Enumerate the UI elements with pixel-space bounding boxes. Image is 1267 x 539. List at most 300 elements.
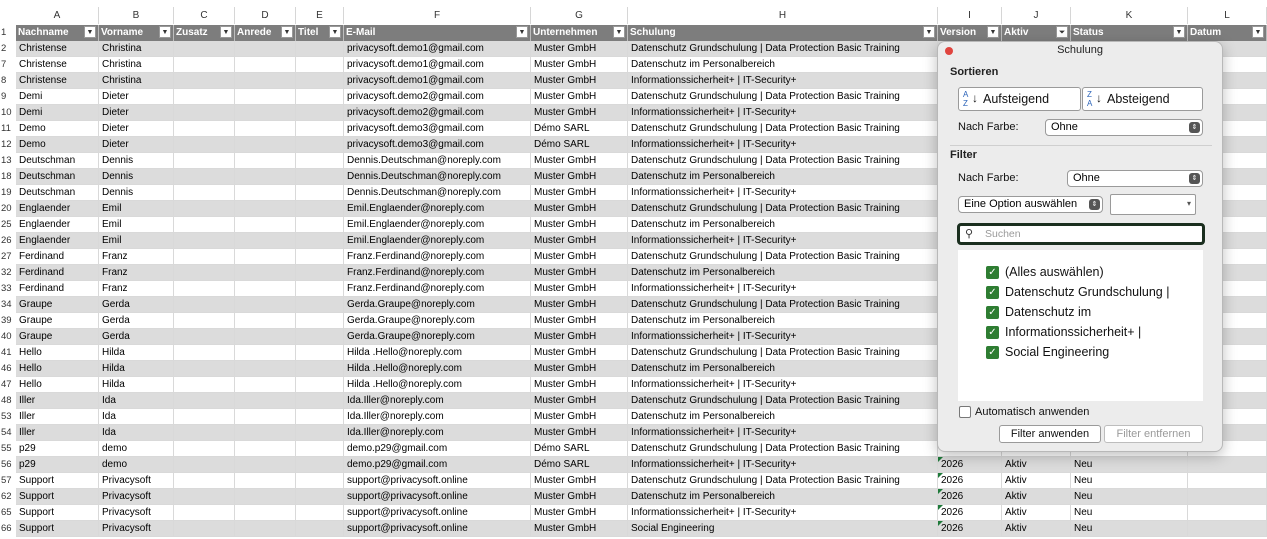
table-cell[interactable] <box>174 233 235 249</box>
table-cell[interactable]: privacysoft.demo1@gmail.com <box>344 57 531 73</box>
table-cell[interactable] <box>235 361 296 377</box>
row-number[interactable]: 2 <box>1 43 7 54</box>
table-cell[interactable]: Datenschutz Grundschulung | Data Protection Basic Training <box>628 41 938 57</box>
table-cell[interactable]: Muster GmbH <box>531 73 628 89</box>
table-cell[interactable]: Dieter <box>99 137 174 153</box>
table-cell[interactable] <box>235 41 296 57</box>
select-all-corner[interactable] <box>0 7 16 24</box>
row-number[interactable]: 18 <box>1 171 12 182</box>
table-cell[interactable]: Ferdinand <box>16 249 99 265</box>
table-cell[interactable]: Ferdinand <box>16 281 99 297</box>
row-number[interactable]: 10 <box>1 107 12 118</box>
table-cell[interactable]: Gerda <box>99 329 174 345</box>
table-cell[interactable] <box>1188 473 1267 489</box>
row-number[interactable]: 39 <box>1 315 12 326</box>
table-cell[interactable] <box>235 329 296 345</box>
table-cell[interactable] <box>1188 521 1267 537</box>
row-number[interactable]: 62 <box>1 491 12 502</box>
table-cell[interactable]: Hello <box>16 345 99 361</box>
table-cell[interactable]: Hilda <box>99 345 174 361</box>
table-cell[interactable]: 2026 <box>938 505 1002 521</box>
table-cell[interactable]: Neu <box>1071 473 1188 489</box>
table-cell[interactable]: Informationssicherheit+ | IT-Security+ <box>628 457 938 473</box>
table-cell[interactable]: Hilda .Hello@noreply.com <box>344 377 531 393</box>
table-cell[interactable]: Muster GmbH <box>531 201 628 217</box>
table-cell[interactable] <box>174 185 235 201</box>
table-cell[interactable]: Aktiv <box>1002 505 1071 521</box>
table-cell[interactable] <box>235 249 296 265</box>
row-number[interactable]: 27 <box>1 251 12 262</box>
table-cell[interactable] <box>296 521 344 537</box>
table-cell[interactable] <box>235 313 296 329</box>
table-cell[interactable] <box>296 377 344 393</box>
table-cell[interactable] <box>296 329 344 345</box>
table-cell[interactable]: Demo <box>16 137 99 153</box>
table-cell[interactable]: Graupe <box>16 313 99 329</box>
table-cell[interactable]: Dennis.Deutschman@noreply.com <box>344 169 531 185</box>
table-cell[interactable]: Ida <box>99 409 174 425</box>
table-cell[interactable]: Aktiv <box>1002 521 1071 537</box>
table-cell[interactable]: Privacysoft <box>99 521 174 537</box>
table-cell[interactable]: Muster GmbH <box>531 425 628 441</box>
table-cell[interactable] <box>296 409 344 425</box>
table-cell[interactable]: Hilda .Hello@noreply.com <box>344 345 531 361</box>
row-number[interactable]: 19 <box>1 187 12 198</box>
table-cell[interactable] <box>235 217 296 233</box>
table-cell[interactable]: Neu <box>1071 489 1188 505</box>
table-cell[interactable]: privacysoft.demo2@gmail.com <box>344 105 531 121</box>
table-cell[interactable]: Dieter <box>99 89 174 105</box>
filter-value-combobox[interactable] <box>1110 194 1196 215</box>
column-header-l[interactable]: L <box>1188 7 1267 24</box>
table-cell[interactable]: Datenschutz Grundschulung | Data Protection Basic Training <box>628 297 938 313</box>
table-cell[interactable]: 2026 <box>938 521 1002 537</box>
table-cell[interactable]: Dennis <box>99 185 174 201</box>
table-cell[interactable] <box>174 249 235 265</box>
table-cell[interactable] <box>296 57 344 73</box>
table-cell[interactable]: 2026 <box>938 489 1002 505</box>
row-number[interactable]: 41 <box>1 347 12 358</box>
table-cell[interactable]: Englaender <box>16 233 99 249</box>
table-cell[interactable]: Datenschutz Grundschulung | Data Protection Basic Training <box>628 201 938 217</box>
table-cell[interactable] <box>174 473 235 489</box>
checkbox-checked[interactable]: ✓ <box>986 266 999 279</box>
table-cell[interactable]: Dieter <box>99 105 174 121</box>
table-cell[interactable] <box>296 473 344 489</box>
table-cell[interactable] <box>174 377 235 393</box>
table-cell[interactable]: Englaender <box>16 217 99 233</box>
search-input[interactable] <box>957 223 1205 245</box>
table-cell[interactable] <box>174 153 235 169</box>
table-cell[interactable]: Datenschutz Grundschulung | Data Protection Basic Training <box>628 393 938 409</box>
auto-apply-checkbox[interactable] <box>959 406 971 418</box>
table-cell[interactable]: Aktiv <box>1002 473 1071 489</box>
table-cell[interactable]: Hello <box>16 361 99 377</box>
sort-descending-button[interactable] <box>1082 87 1203 111</box>
row-number[interactable]: 1 <box>1 27 7 38</box>
table-cell[interactable]: Muster GmbH <box>531 505 628 521</box>
table-cell[interactable] <box>174 505 235 521</box>
table-cell[interactable]: support@privacysoft.online <box>344 521 531 537</box>
table-cell[interactable]: Muster GmbH <box>531 361 628 377</box>
table-cell[interactable]: Datenschutz im Personalbereich <box>628 169 938 185</box>
table-cell[interactable] <box>174 345 235 361</box>
table-cell[interactable] <box>296 217 344 233</box>
filter-dropdown-icon[interactable]: ▼ <box>987 26 999 38</box>
filter-dropdown-icon[interactable]: ▼ <box>329 26 341 38</box>
table-cell[interactable]: Informationssicherheit+ | IT-Security+ <box>628 233 938 249</box>
row-number[interactable]: 54 <box>1 427 12 438</box>
table-cell[interactable] <box>235 89 296 105</box>
checkbox-checked[interactable]: ✓ <box>986 326 999 339</box>
column-header-b[interactable]: B <box>99 7 174 24</box>
column-header-f[interactable]: F <box>344 7 531 24</box>
table-cell[interactable]: Christense <box>16 73 99 89</box>
table-cell[interactable]: Hilda .Hello@noreply.com <box>344 361 531 377</box>
table-cell[interactable] <box>296 345 344 361</box>
table-cell[interactable]: Deutschman <box>16 153 99 169</box>
table-cell[interactable]: Gerda <box>99 297 174 313</box>
column-header-j[interactable]: J <box>1002 7 1071 24</box>
table-cell[interactable]: Deutschman <box>16 185 99 201</box>
table-cell[interactable]: Informationssicherheit+ | IT-Security+ <box>628 185 938 201</box>
table-cell[interactable]: 2026 <box>938 473 1002 489</box>
table-cell[interactable]: Graupe <box>16 329 99 345</box>
table-cell[interactable] <box>296 73 344 89</box>
table-cell[interactable]: Informationssicherheit+ | IT-Security+ <box>628 329 938 345</box>
table-cell[interactable]: Demi <box>16 89 99 105</box>
table-cell[interactable] <box>174 201 235 217</box>
table-cell[interactable]: Privacysoft <box>99 473 174 489</box>
table-cell[interactable]: Ida <box>99 393 174 409</box>
table-cell[interactable]: Gerda.Graupe@noreply.com <box>344 313 531 329</box>
table-cell[interactable]: Datenschutz im Personalbereich <box>628 489 938 505</box>
table-cell[interactable] <box>1188 489 1267 505</box>
row-number[interactable]: 65 <box>1 507 12 518</box>
table-cell[interactable]: support@privacysoft.online <box>344 473 531 489</box>
table-cell[interactable] <box>174 457 235 473</box>
column-header-i[interactable]: I <box>938 7 1002 24</box>
table-cell[interactable]: Muster GmbH <box>531 393 628 409</box>
table-cell[interactable]: Muster GmbH <box>531 153 628 169</box>
table-cell[interactable] <box>296 281 344 297</box>
table-cell[interactable] <box>235 281 296 297</box>
table-cell[interactable]: Franz <box>99 265 174 281</box>
table-cell[interactable]: privacysoft.demo1@gmail.com <box>344 73 531 89</box>
table-cell[interactable] <box>1188 457 1267 473</box>
row-number[interactable]: 8 <box>1 75 7 86</box>
table-cell[interactable]: Social Engineering <box>628 521 938 537</box>
table-cell[interactable]: Datenschutz im Personalbereich <box>628 217 938 233</box>
row-number[interactable]: 46 <box>1 363 12 374</box>
table-cell[interactable] <box>235 105 296 121</box>
table-cell[interactable]: Informationssicherheit+ | IT-Security+ <box>628 377 938 393</box>
table-cell[interactable]: Datenschutz Grundschulung | Data Protection Basic Training <box>628 249 938 265</box>
table-cell[interactable] <box>174 57 235 73</box>
table-cell[interactable]: Muster GmbH <box>531 265 628 281</box>
table-cell[interactable]: Privacysoft <box>99 505 174 521</box>
table-cell[interactable]: Datenschutz im Personalbereich <box>628 57 938 73</box>
table-cell[interactable] <box>235 457 296 473</box>
filter-dropdown-icon[interactable]: ▼ <box>281 26 293 38</box>
table-cell[interactable]: p29 <box>16 441 99 457</box>
table-cell[interactable] <box>174 89 235 105</box>
column-header-g[interactable]: G <box>531 7 628 24</box>
table-cell[interactable] <box>296 313 344 329</box>
checkbox-checked[interactable]: ✓ <box>986 306 999 319</box>
table-cell[interactable] <box>174 137 235 153</box>
table-cell[interactable]: demo <box>99 457 174 473</box>
table-cell[interactable]: Aktiv <box>1002 489 1071 505</box>
table-cell[interactable]: support@privacysoft.online <box>344 505 531 521</box>
table-cell[interactable]: Dieter <box>99 121 174 137</box>
row-number[interactable]: 33 <box>1 283 12 294</box>
table-cell[interactable]: Muster GmbH <box>531 281 628 297</box>
table-cell[interactable] <box>235 393 296 409</box>
table-cell[interactable]: Support <box>16 521 99 537</box>
table-cell[interactable]: Hilda <box>99 377 174 393</box>
row-number[interactable]: 53 <box>1 411 12 422</box>
table-cell[interactable]: Informationssicherheit+ | IT-Security+ <box>628 105 938 121</box>
row-number[interactable]: 26 <box>1 235 12 246</box>
table-cell[interactable]: Dennis.Deutschman@noreply.com <box>344 185 531 201</box>
table-cell[interactable]: Muster GmbH <box>531 217 628 233</box>
table-cell[interactable]: Gerda.Graupe@noreply.com <box>344 297 531 313</box>
table-cell[interactable]: Emil <box>99 201 174 217</box>
table-cell[interactable]: Gerda <box>99 313 174 329</box>
table-cell[interactable]: Muster GmbH <box>531 345 628 361</box>
table-cell[interactable]: Muster GmbH <box>531 473 628 489</box>
table-cell[interactable]: Christina <box>99 41 174 57</box>
row-number[interactable]: 55 <box>1 443 12 454</box>
table-cell[interactable]: Datenschutz Grundschulung | Data Protection Basic Training <box>628 345 938 361</box>
table-cell[interactable] <box>235 57 296 73</box>
table-cell[interactable]: Muster GmbH <box>531 329 628 345</box>
table-cell[interactable]: Muster GmbH <box>531 249 628 265</box>
table-cell[interactable]: Franz <box>99 249 174 265</box>
column-header-a[interactable]: A <box>16 7 99 24</box>
table-cell[interactable] <box>174 265 235 281</box>
table-cell[interactable]: Privacysoft <box>99 489 174 505</box>
table-cell[interactable] <box>235 201 296 217</box>
table-cell[interactable]: Démo SARL <box>531 441 628 457</box>
table-cell[interactable]: Datenschutz im Personalbereich <box>628 409 938 425</box>
table-cell[interactable]: Muster GmbH <box>531 57 628 73</box>
filter-dropdown-icon[interactable]: ▼ <box>1252 26 1264 38</box>
row-number[interactable]: 32 <box>1 267 12 278</box>
row-number[interactable]: 7 <box>1 59 7 70</box>
table-cell[interactable] <box>296 121 344 137</box>
table-cell[interactable]: Muster GmbH <box>531 169 628 185</box>
column-header-d[interactable]: D <box>235 7 296 24</box>
table-cell[interactable]: Neu <box>1071 457 1188 473</box>
table-cell[interactable]: Muster GmbH <box>531 233 628 249</box>
table-cell[interactable]: support@privacysoft.online <box>344 489 531 505</box>
table-cell[interactable]: Dennis.Deutschman@noreply.com <box>344 153 531 169</box>
checkbox-checked[interactable]: ✓ <box>986 346 999 359</box>
row-number[interactable]: 25 <box>1 219 12 230</box>
row-number[interactable]: 12 <box>1 139 12 150</box>
table-cell[interactable] <box>296 361 344 377</box>
sort-color-select[interactable] <box>1045 119 1203 136</box>
row-number[interactable]: 34 <box>1 299 12 310</box>
column-header-h[interactable]: H <box>628 7 938 24</box>
table-cell[interactable] <box>174 393 235 409</box>
table-cell[interactable]: Englaender <box>16 201 99 217</box>
table-cell[interactable] <box>235 137 296 153</box>
table-cell[interactable]: Support <box>16 473 99 489</box>
table-cell[interactable] <box>296 457 344 473</box>
table-cell[interactable] <box>296 185 344 201</box>
table-cell[interactable] <box>296 105 344 121</box>
table-cell[interactable]: Franz.Ferdinand@noreply.com <box>344 281 531 297</box>
table-cell[interactable]: Christina <box>99 73 174 89</box>
sort-ascending-button[interactable] <box>958 87 1081 111</box>
table-cell[interactable]: Iller <box>16 393 99 409</box>
table-cell[interactable] <box>296 201 344 217</box>
table-cell[interactable] <box>235 265 296 281</box>
table-cell[interactable]: Muster GmbH <box>531 105 628 121</box>
row-number[interactable]: 40 <box>1 331 12 342</box>
table-cell[interactable]: Informationssicherheit+ | IT-Security+ <box>628 137 938 153</box>
table-cell[interactable] <box>235 121 296 137</box>
table-cell[interactable] <box>235 153 296 169</box>
table-cell[interactable]: Ida.Iller@noreply.com <box>344 425 531 441</box>
table-cell[interactable]: privacysoft.demo3@gmail.com <box>344 137 531 153</box>
table-cell[interactable] <box>235 505 296 521</box>
table-cell[interactable]: privacysoft.demo2@gmail.com <box>344 89 531 105</box>
table-cell[interactable] <box>174 329 235 345</box>
table-cell[interactable]: 2026 <box>938 457 1002 473</box>
table-cell[interactable] <box>296 297 344 313</box>
table-cell[interactable]: Muster GmbH <box>531 297 628 313</box>
table-cell[interactable] <box>174 217 235 233</box>
row-number[interactable]: 11 <box>1 123 11 134</box>
table-cell[interactable]: Dennis <box>99 169 174 185</box>
table-cell[interactable] <box>296 425 344 441</box>
filter-dropdown-icon[interactable]: ▼ <box>923 26 935 38</box>
table-cell[interactable] <box>174 105 235 121</box>
column-header-e[interactable]: E <box>296 7 344 24</box>
row-number[interactable]: 47 <box>1 379 12 390</box>
checkbox-checked[interactable]: ✓ <box>986 286 999 299</box>
row-number[interactable]: 56 <box>1 459 12 470</box>
table-cell[interactable]: Christense <box>16 41 99 57</box>
row-number[interactable]: 20 <box>1 203 12 214</box>
table-cell[interactable] <box>235 233 296 249</box>
table-cell[interactable]: Demo <box>16 121 99 137</box>
table-cell[interactable]: Support <box>16 489 99 505</box>
table-cell[interactable] <box>174 313 235 329</box>
table-cell[interactable]: Muster GmbH <box>531 521 628 537</box>
row-number[interactable]: 57 <box>1 475 12 486</box>
table-cell[interactable] <box>296 249 344 265</box>
table-cell[interactable]: Datenschutz Grundschulung | Data Protection Basic Training <box>628 441 938 457</box>
table-cell[interactable] <box>296 489 344 505</box>
table-cell[interactable]: Informationssicherheit+ | IT-Security+ <box>628 425 938 441</box>
table-cell[interactable]: Franz.Ferdinand@noreply.com <box>344 249 531 265</box>
table-cell[interactable]: Datenschutz Grundschulung | Data Protection Basic Training <box>628 121 938 137</box>
table-cell[interactable] <box>235 185 296 201</box>
table-cell[interactable] <box>174 297 235 313</box>
table-cell[interactable]: Iller <box>16 409 99 425</box>
row-number[interactable]: 48 <box>1 395 12 406</box>
table-cell[interactable]: Muster GmbH <box>531 185 628 201</box>
table-cell[interactable] <box>235 409 296 425</box>
table-cell[interactable]: Emil <box>99 233 174 249</box>
table-cell[interactable]: Demi <box>16 105 99 121</box>
table-cell[interactable] <box>296 89 344 105</box>
table-cell[interactable]: privacysoft.demo3@gmail.com <box>344 121 531 137</box>
table-cell[interactable]: Emil <box>99 217 174 233</box>
table-cell[interactable]: Christense <box>16 57 99 73</box>
table-cell[interactable]: Datenschutz im Personalbereich <box>628 313 938 329</box>
table-cell[interactable]: Ida.Iller@noreply.com <box>344 393 531 409</box>
filter-active-icon[interactable]: ⏷ <box>1056 26 1068 38</box>
table-cell[interactable] <box>235 345 296 361</box>
table-cell[interactable] <box>296 505 344 521</box>
table-cell[interactable] <box>235 473 296 489</box>
table-cell[interactable]: Muster GmbH <box>531 409 628 425</box>
table-cell[interactable]: Hilda <box>99 361 174 377</box>
remove-filter-button[interactable]: Filter entfernen <box>1104 425 1203 443</box>
table-cell[interactable]: Ferdinand <box>16 265 99 281</box>
table-cell[interactable]: Démo SARL <box>531 121 628 137</box>
filter-dropdown-icon[interactable]: ▼ <box>516 26 528 38</box>
table-cell[interactable]: Gerda.Graupe@noreply.com <box>344 329 531 345</box>
table-cell[interactable]: Neu <box>1071 521 1188 537</box>
table-cell[interactable] <box>174 489 235 505</box>
filter-dropdown-icon[interactable]: ▼ <box>220 26 232 38</box>
table-cell[interactable] <box>174 521 235 537</box>
table-cell[interactable] <box>235 169 296 185</box>
table-cell[interactable]: Support <box>16 505 99 521</box>
table-cell[interactable]: Démo SARL <box>531 137 628 153</box>
table-cell[interactable]: demo.p29@gmail.com <box>344 441 531 457</box>
table-cell[interactable]: Aktiv <box>1002 457 1071 473</box>
table-cell[interactable] <box>296 393 344 409</box>
table-cell[interactable]: p29 <box>16 457 99 473</box>
filter-color-select[interactable] <box>1067 170 1203 187</box>
table-cell[interactable] <box>296 137 344 153</box>
table-cell[interactable]: Datenschutz im Personalbereich <box>628 265 938 281</box>
table-cell[interactable]: Informationssicherheit+ | IT-Security+ <box>628 73 938 89</box>
table-cell[interactable] <box>235 297 296 313</box>
filter-dropdown-icon[interactable]: ▼ <box>159 26 171 38</box>
table-cell[interactable] <box>1188 505 1267 521</box>
table-cell[interactable]: Hello <box>16 377 99 393</box>
table-cell[interactable]: Datenschutz Grundschulung | Data Protection Basic Training <box>628 473 938 489</box>
table-cell[interactable] <box>174 121 235 137</box>
table-cell[interactable] <box>235 521 296 537</box>
table-cell[interactable]: Deutschman <box>16 169 99 185</box>
table-cell[interactable] <box>235 73 296 89</box>
table-cell[interactable] <box>174 361 235 377</box>
table-cell[interactable]: Informationssicherheit+ | IT-Security+ <box>628 505 938 521</box>
table-cell[interactable]: Emil.Englaender@noreply.com <box>344 233 531 249</box>
table-cell[interactable]: Iller <box>16 425 99 441</box>
apply-filter-button[interactable]: Filter anwenden <box>999 425 1101 443</box>
table-cell[interactable] <box>174 425 235 441</box>
table-cell[interactable] <box>174 441 235 457</box>
table-cell[interactable]: Muster GmbH <box>531 377 628 393</box>
table-cell[interactable]: demo <box>99 441 174 457</box>
row-number[interactable]: 66 <box>1 523 12 534</box>
table-cell[interactable]: Datenschutz Grundschulung | Data Protection Basic Training <box>628 89 938 105</box>
table-cell[interactable]: Informationssicherheit+ | IT-Security+ <box>628 281 938 297</box>
table-cell[interactable]: Muster GmbH <box>531 41 628 57</box>
table-cell[interactable]: Muster GmbH <box>531 489 628 505</box>
